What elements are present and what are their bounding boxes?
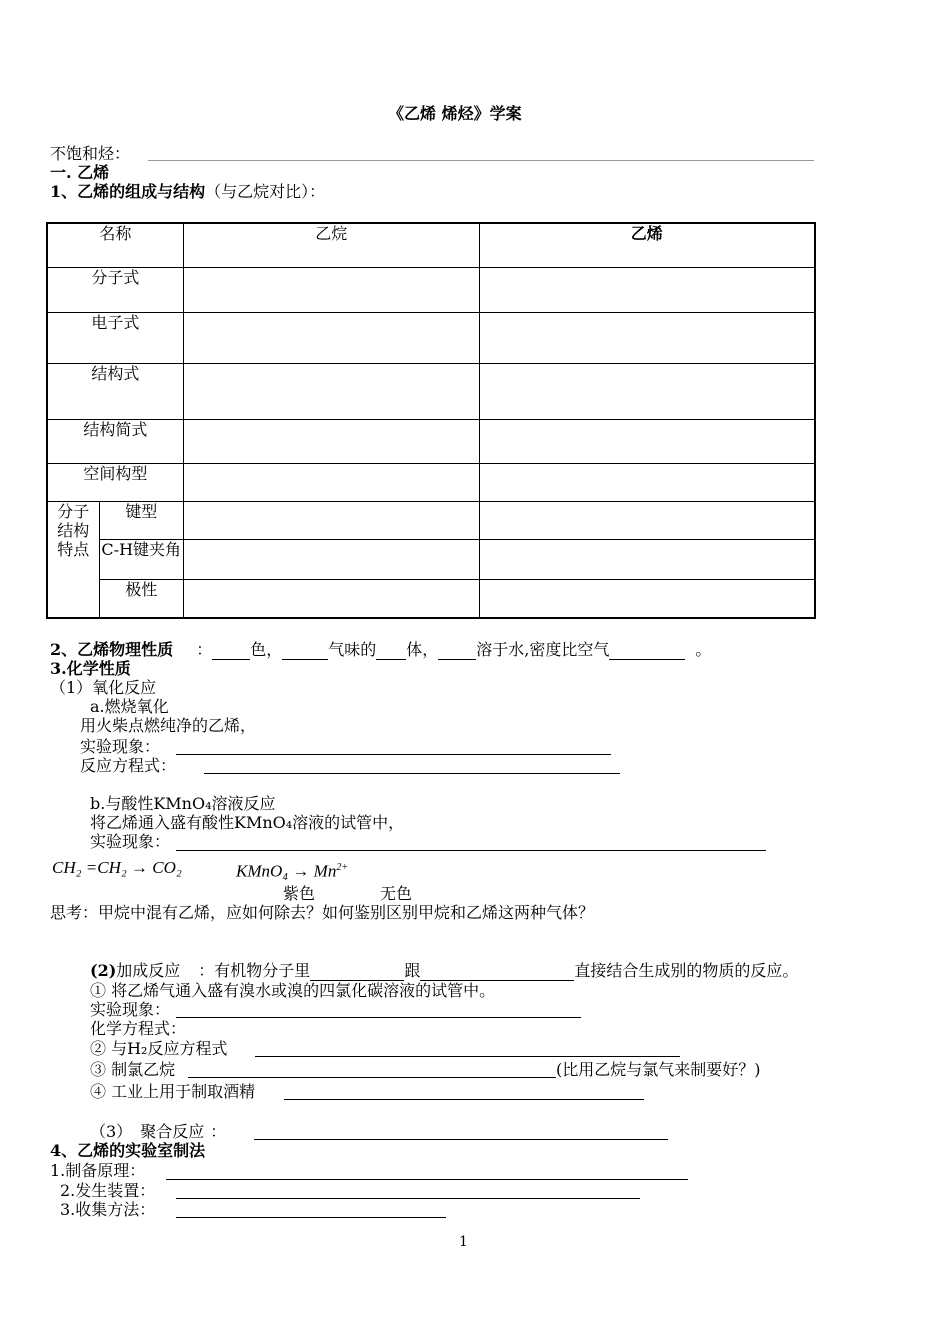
blank-addition-1[interactable]: [310, 964, 404, 981]
section-1-1-heading: 1、乙烯的组成与结构: [50, 182, 206, 201]
section-2-color: 色，: [250, 640, 283, 659]
section-2-row: [50, 640, 711, 660]
cell-ethane-structural[interactable]: [183, 363, 479, 419]
section-2-heading: 2、乙烯物理性质: [50, 640, 174, 659]
oxidation-heading: （1）氧化反应: [50, 678, 157, 697]
color-none: 无色: [380, 884, 413, 903]
addition-2: ② 与H₂反应方程式: [90, 1039, 228, 1058]
blank-density[interactable]: [609, 643, 685, 660]
addition-equation: 化学方程式：: [90, 1019, 187, 1038]
addition-2-line[interactable]: [255, 1056, 680, 1057]
polymer-heading: 聚合反应: [140, 1122, 205, 1141]
blank-solubility[interactable]: [438, 643, 476, 660]
unsat-label: 不饱和烃：: [50, 144, 131, 163]
addition-3-line[interactable]: [188, 1077, 556, 1078]
oxidation-a: a.燃烧氧化: [90, 697, 169, 716]
row-label-spatial: 空间构型: [47, 463, 183, 501]
cell-ethane-electron[interactable]: [183, 312, 479, 363]
row-label-simplified: 结构简式: [47, 419, 183, 463]
section-2-state: 体，: [406, 640, 439, 659]
row-label-angle: C-H键夹角: [99, 539, 183, 579]
row-label-structural: 结构式: [47, 363, 183, 419]
color-purple: 紫色: [283, 884, 316, 903]
equation-right-sup: 2+: [336, 862, 349, 873]
cell-ethane-formula[interactable]: [183, 267, 479, 312]
row-label-electron: 电子式: [47, 312, 183, 363]
row-label-formula: 分子式: [47, 267, 183, 312]
equation-left: CH₂ =CH₂ → CO₂: [52, 858, 182, 877]
addition-mid: 跟: [404, 961, 421, 980]
cell-ethylene-structural[interactable]: [479, 363, 815, 419]
row-label-bond: 键型: [99, 501, 183, 539]
cell-ethylene-bond[interactable]: [479, 501, 815, 539]
prep-2: 2.发生装置：: [60, 1181, 156, 1200]
equation-right: [236, 858, 348, 882]
oxidation-a-phenomenon: 实验现象：: [80, 737, 161, 756]
cell-ethylene-spatial[interactable]: [479, 463, 815, 501]
oxidation-b: b.与酸性KMnO₄溶液反应: [90, 794, 276, 813]
think-question: 思考：甲烷中混有乙烯，应如何除去？如何鉴别区别甲烷和乙烯这两种气体？: [50, 903, 595, 922]
cell-ethane-polarity[interactable]: [183, 579, 479, 618]
cell-ethylene-polarity[interactable]: [479, 579, 815, 618]
polymer-colon: ：: [210, 1122, 227, 1141]
prep-3-line[interactable]: [176, 1217, 446, 1218]
blank-addition-2[interactable]: [420, 964, 574, 981]
header-ethane: 乙烷: [183, 223, 479, 267]
section-1-1-heading-row: [50, 182, 325, 202]
oxidation-b-phenomenon-line[interactable]: [176, 850, 766, 851]
cell-ethane-bond[interactable]: [183, 501, 479, 539]
addition-4: ④ 工业上用于制取酒精: [90, 1082, 256, 1101]
cell-ethane-spatial[interactable]: [183, 463, 479, 501]
header-ethylene: 乙烯: [479, 223, 815, 267]
comparison-table: [46, 222, 816, 619]
oxidation-a-equation-line[interactable]: [204, 773, 620, 774]
addition-phenomenon-line[interactable]: [176, 1017, 581, 1018]
section-2-solubility: 溶于水,密度比空气: [476, 640, 610, 659]
prep-2-line[interactable]: [176, 1198, 640, 1199]
addition-phenomenon: 实验现象：: [90, 1000, 171, 1019]
section-4-heading: 4、乙烯的实验室制法: [50, 1141, 206, 1160]
polymer-label: （3）: [90, 1122, 133, 1141]
page-title: 《乙烯 烯烃》学案: [388, 104, 522, 123]
cell-ethylene-formula[interactable]: [479, 267, 815, 312]
section-3-heading: 3.化学性质: [50, 659, 131, 678]
oxidation-a-phenomenon-line[interactable]: [176, 754, 611, 755]
oxidation-a-equation: 反应方程式：: [80, 756, 177, 775]
blank-state[interactable]: [376, 643, 406, 660]
addition-3-end: (比用乙烷与氯气来制要好？): [556, 1060, 761, 1079]
addition-heading-num: (2): [90, 961, 117, 980]
addition-4-line[interactable]: [284, 1099, 644, 1100]
section-1-1-suffix: （与乙烷对比）：: [205, 182, 326, 201]
polymer-line[interactable]: [254, 1139, 668, 1140]
header-name: 名称: [47, 223, 183, 267]
addition-1: ① 将乙烯气通入盛有溴水或溴的四氯化碳溶液的试管中。: [90, 981, 496, 1000]
blank-smell[interactable]: [282, 643, 328, 660]
cell-ethylene-electron[interactable]: [479, 312, 815, 363]
addition-3: ③ 制氯乙烷: [90, 1060, 176, 1079]
prep-1: 1.制备原理：: [50, 1161, 146, 1180]
addition-colon: ：有机物分子里: [198, 961, 311, 980]
equation-right-main: KMnO₄ → Mn: [236, 861, 337, 881]
section-1-heading: 一. 乙烯: [50, 163, 110, 182]
addition-row: [90, 961, 798, 981]
section-2-colon: ：: [196, 640, 213, 659]
blank-color[interactable]: [212, 643, 250, 660]
cell-ethane-simplified[interactable]: [183, 419, 479, 463]
page-number: 1: [459, 1234, 468, 1250]
addition-end: 直接结合生成别的物质的反应。: [574, 961, 799, 980]
cell-ethylene-simplified[interactable]: [479, 419, 815, 463]
unsat-answer-line[interactable]: [148, 160, 814, 161]
addition-heading-text: 加成反应: [116, 961, 181, 980]
prep-3: 3.收集方法：: [60, 1200, 156, 1219]
oxidation-b-desc: 将乙烯通入盛有酸性KMnO₄溶液的试管中，: [90, 813, 405, 832]
section-2-end: 。: [695, 640, 712, 659]
oxidation-b-phenomenon: 实验现象：: [90, 832, 171, 851]
oxidation-a-desc: 用火柴点燃纯净的乙烯，: [80, 716, 257, 735]
section-2-smell: 气味的: [328, 640, 377, 659]
cell-ethylene-angle[interactable]: [479, 539, 815, 579]
prep-1-line[interactable]: [166, 1179, 688, 1180]
row-label-polarity: 极性: [99, 579, 183, 618]
group-label-features: 分子结构特点: [47, 501, 99, 618]
cell-ethane-angle[interactable]: [183, 539, 479, 579]
polymer-row: [90, 1122, 226, 1142]
